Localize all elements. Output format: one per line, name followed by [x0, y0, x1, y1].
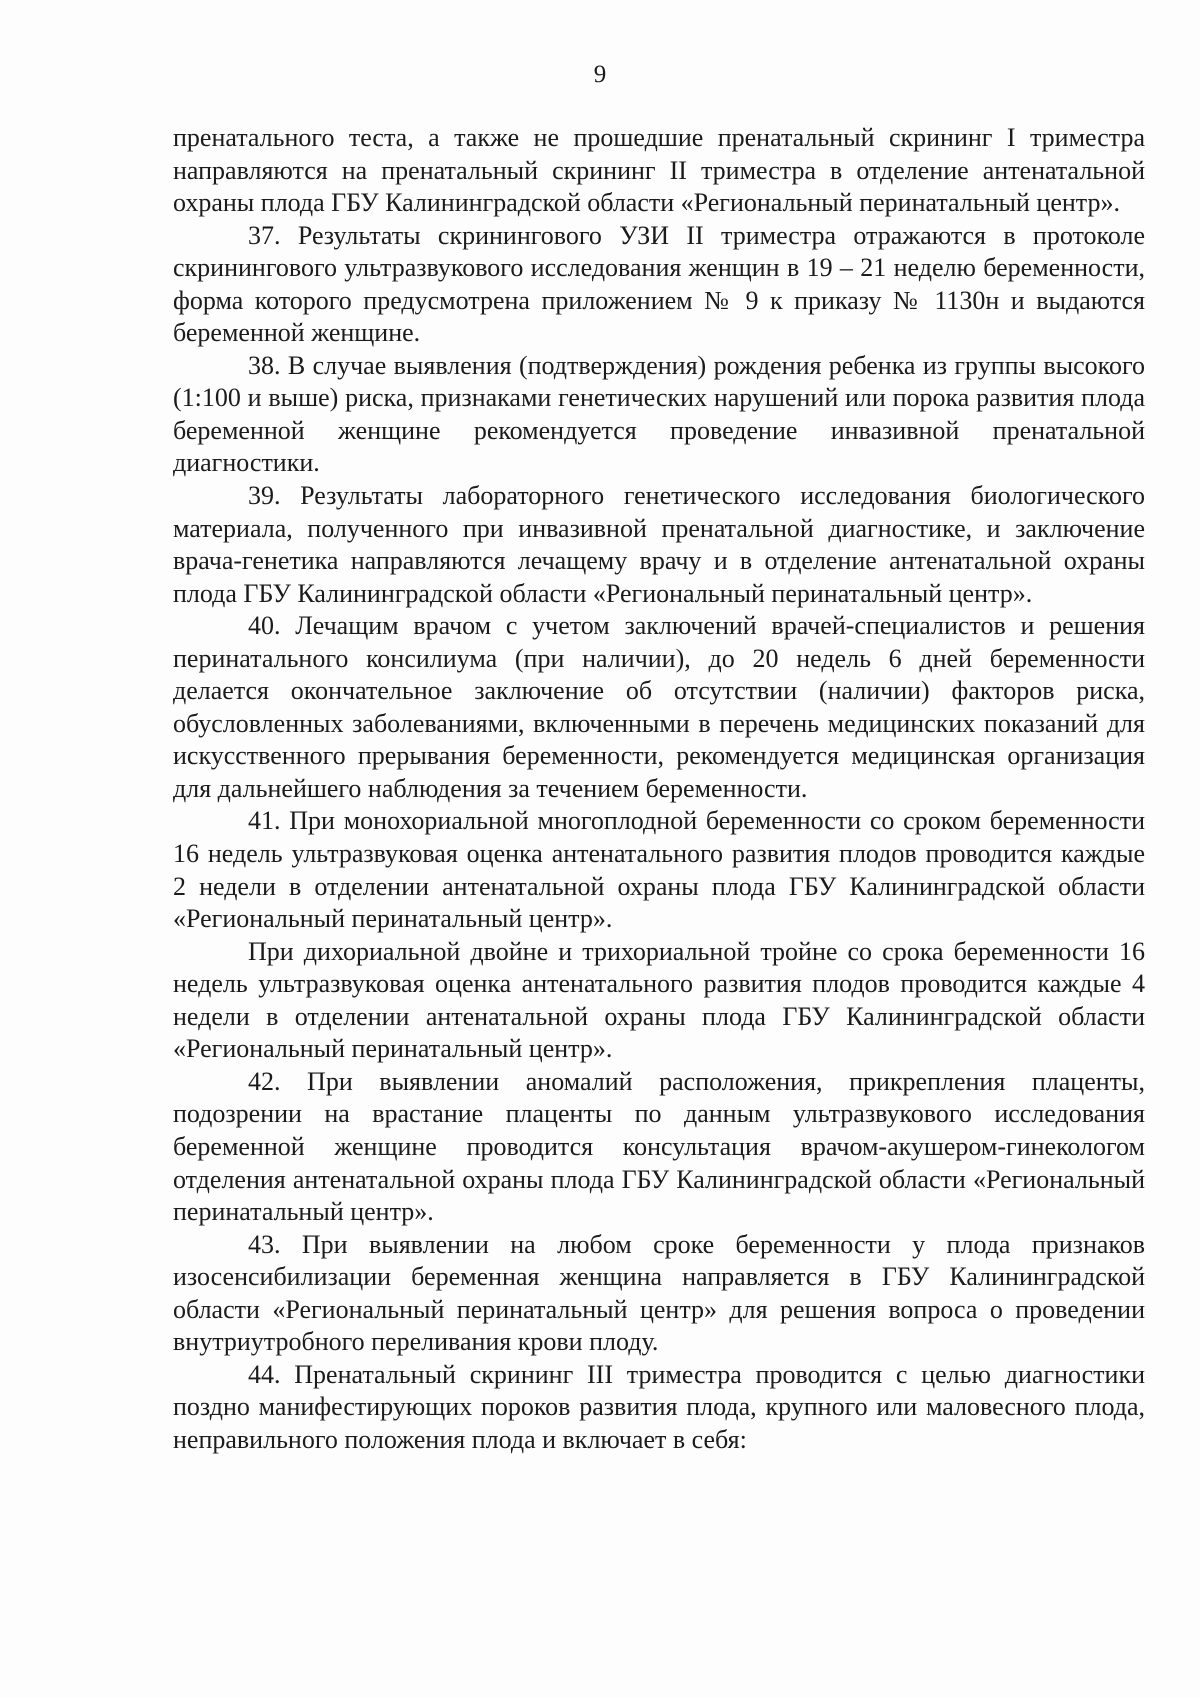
- page-number: 9: [593, 61, 607, 88]
- paragraph-41-continued: При дихориальной двойне и трихориальной тройне со срока беременности 16 недель ультразвуковая оценка антенатального развития плодов проводится каждые 4 недели в отделении антенатальной охраны плода ГБУ Калининградской области «Региональный перинатальный центр».: [173, 936, 1145, 1064]
- paragraph-42: 42. При выявлении аномалий расположения, прикрепления плаценты, подозрении на врастание плаценты по данным ультразвукового исследования беременной женщине проводится консультация врачом-акушером-гинекологом отделения антенатальной охраны плода ГБУ Калининградской области «Региональный перинатальный центр».: [173, 1066, 1145, 1227]
- paragraph-continuation: пренатального теста, а также не прошедшие пренатальный скрининг I триместра направляются на пренатальный скрининг II триместра в отделение антенатальной охраны плода ГБУ Калининградской области «Региональный перинатальный центр».: [173, 123, 1145, 218]
- document-body: [173, 122, 1145, 1456]
- paragraph-40: 40. Лечащим врачом с учетом заключений врачей-специалистов и решения перинатального консилиума (при наличии), до 20 недель 6 дней беременности делается окончательное заключение об отсутствии (наличии) факторов риска, обусловленных заболеваниями, включенными в перечень медицинских показаний для искусственного прерывания беременности, рекомендуется медицинская организация для дальнейшего наблюдения за течением беременности.: [173, 611, 1145, 803]
- paragraph-39: 39. Результаты лабораторного генетического исследования биологического материала, полученного при инвазивной пренатальной диагностике, и заключение врача-генетика направляются лечащему врачу и в отделение антенатальной охраны плода ГБУ Калининградской области «Региональный перинатальный центр».: [173, 481, 1145, 608]
- paragraph-37: 37. Результаты скринингового УЗИ II триместра отражаются в протоколе скринингового ультразвукового исследования женщин в 19 – 21 неделю беременности, форма которого предусмотрена приложением № 9 к приказу № 1130н и выдаются беременной женщине.: [173, 220, 1145, 348]
- paragraph-41: 41. При монохориальной многоплодной беременности со сроком беременности 16 недель ультразвуковая оценка антенатального развития плодов проводится каждые 2 недели в отделении антенатальной охраны плода ГБУ Калининградской области «Региональный перинатальный центр».: [173, 806, 1145, 934]
- paragraph-43: 43. При выявлении на любом сроке беременности у плода признаков изосенсибилизации беременная женщина направляется в ГБУ Калининградской области «Региональный перинатальный центр» для решения вопроса о проведении внутриутробного переливания крови плоду.: [173, 1229, 1145, 1357]
- paragraph-38: 38. В случае выявления (подтверждения) рождения ребенка из группы высокого (1:100 и выше) риска, признаками генетических нарушений или порока развития плода беременной женщине рекомендуется проведение инвазивной пренатальной диагностики.: [173, 350, 1145, 478]
- paragraph-44: 44. Пренатальный скрининг III триместра проводится с целью диагностики поздно манифестирующих пороков развития плода, крупного или маловесного плода, неправильного положения плода и включает в себя:: [173, 1359, 1145, 1454]
